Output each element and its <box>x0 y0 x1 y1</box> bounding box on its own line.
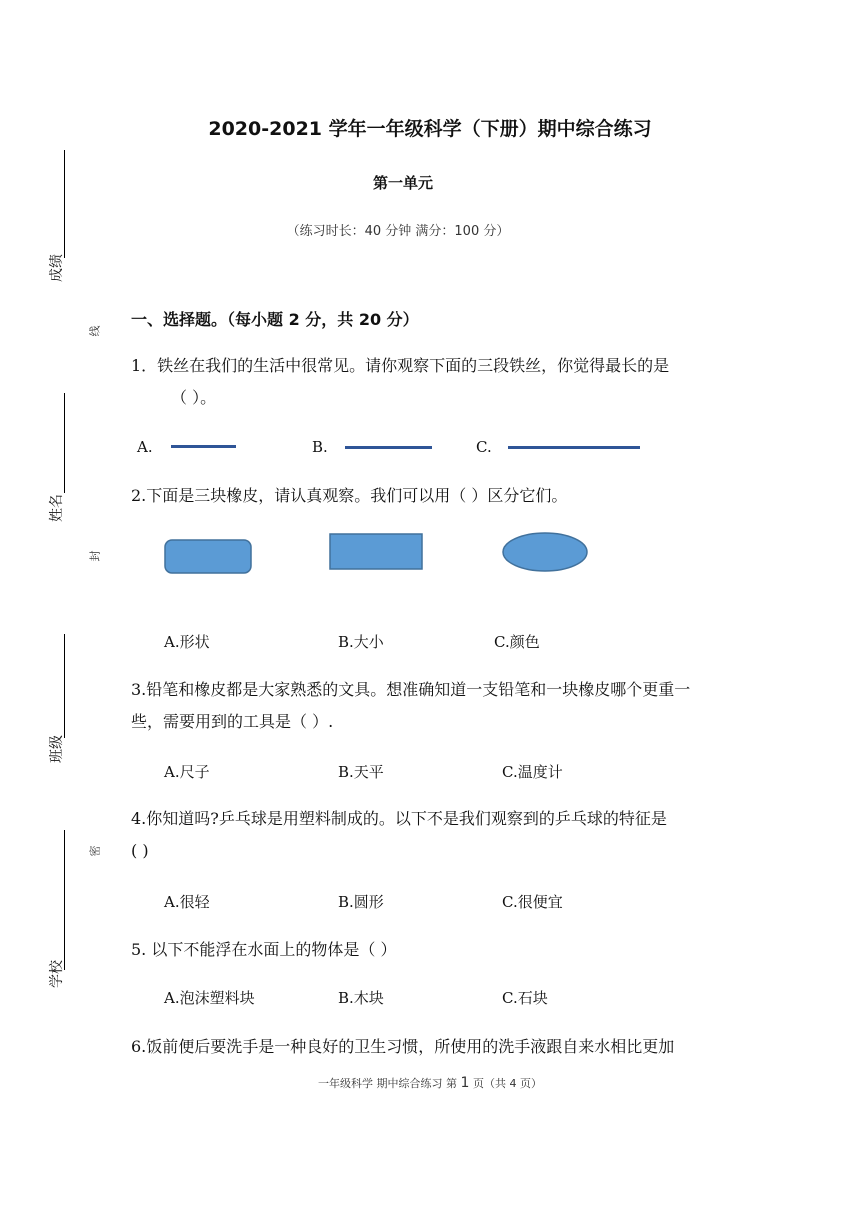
page-title: 2020-2021 学年一年级科学（下册）期中综合练习 <box>208 118 652 140</box>
question-5-option-c: C.石块 <box>502 989 548 1007</box>
question-2-option-c: C.颜色 <box>494 633 540 651</box>
section-title: 一、选择题。（每小题 2 分，共 20 分） <box>131 310 419 329</box>
question-3-option-a: A.尺子 <box>164 763 210 781</box>
footer-page-number: 1 <box>460 1075 470 1091</box>
question-1-line1: 1．铁丝在我们的生活中很常见。请你观察下面的三段铁丝，你觉得最长的是 <box>131 356 670 375</box>
question-4-line1: 4.你知道吗?乒乓球是用塑料制成的。以下不是我们观察到的乒乓球的特征是 <box>131 809 667 828</box>
rounded-eraser <box>165 540 251 573</box>
seal-char-seal: 封 <box>88 550 102 562</box>
name-line <box>64 393 65 493</box>
seal-char-secret: 密 <box>88 845 102 857</box>
oval-eraser <box>503 533 587 571</box>
score-label: 成绩 <box>49 254 65 282</box>
footer-suffix: 页（共 4 页） <box>472 1077 542 1090</box>
question-2-line1: 2.下面是三块橡皮，请认真观察。我们可以用（ ）区分它们。 <box>131 486 568 505</box>
question-3-option-c: C.温度计 <box>502 763 563 781</box>
duration-info: （练习时长：40 分钟 满分：100 分） <box>286 224 510 239</box>
question-1-line2: （ ）。 <box>171 388 217 407</box>
question-2-text <box>131 480 743 512</box>
question-4-line2: ( ) <box>131 841 149 860</box>
school-label: 学校 <box>49 960 65 988</box>
question-6-line1: 6.饭前便后要洗手是一种良好的卫生习惯，所使用的洗手液跟自来水相比更加 <box>131 1037 675 1056</box>
question-4-text <box>131 803 743 867</box>
rectangle-eraser <box>330 534 422 569</box>
question-3-option-b: B.天平 <box>338 763 384 781</box>
question-5-option-a: A.泡沫塑料块 <box>164 989 255 1007</box>
question-3-line2: 些，需要用到的工具是（ ）. <box>131 712 334 731</box>
class-label: 班级 <box>49 735 65 763</box>
unit-title: 第一单元 <box>372 174 433 192</box>
question-4-option-a: A.很轻 <box>164 893 210 911</box>
question-5-text <box>131 934 743 966</box>
question-3-line1: 3.铅笔和橡皮都是大家熟悉的文具。想准确知道一支铅笔和一块橡皮哪个更重一 <box>131 680 691 699</box>
question-3-text <box>131 674 743 738</box>
question-2-option-a: A.形状 <box>164 633 210 651</box>
name-label: 姓名 <box>49 494 65 522</box>
wire-a <box>171 445 236 448</box>
eraser-shapes <box>160 528 600 580</box>
class-line <box>64 634 65 738</box>
question-4-option-b: B.圆形 <box>338 893 384 911</box>
question-1-option-c: C. <box>476 438 492 456</box>
question-6-text <box>131 1031 743 1063</box>
wire-b <box>345 446 432 449</box>
question-2-option-b: B.大小 <box>338 633 384 651</box>
school-line <box>64 830 65 970</box>
page-footer <box>0 1075 860 1091</box>
wire-c <box>508 446 640 449</box>
score-line <box>64 150 65 258</box>
question-1-option-b: B. <box>312 438 328 456</box>
footer-prefix: 一年级科学 期中综合练习 第 <box>318 1077 458 1090</box>
seal-char-line: 线 <box>88 325 102 337</box>
question-1-text <box>131 350 743 414</box>
question-5-option-b: B.木块 <box>338 989 384 1007</box>
question-4-option-c: C.很便宜 <box>502 893 563 911</box>
question-1-option-a: A. <box>137 438 153 456</box>
question-5-line1: 5. 以下不能浮在水面上的物体是（ ） <box>131 940 397 959</box>
